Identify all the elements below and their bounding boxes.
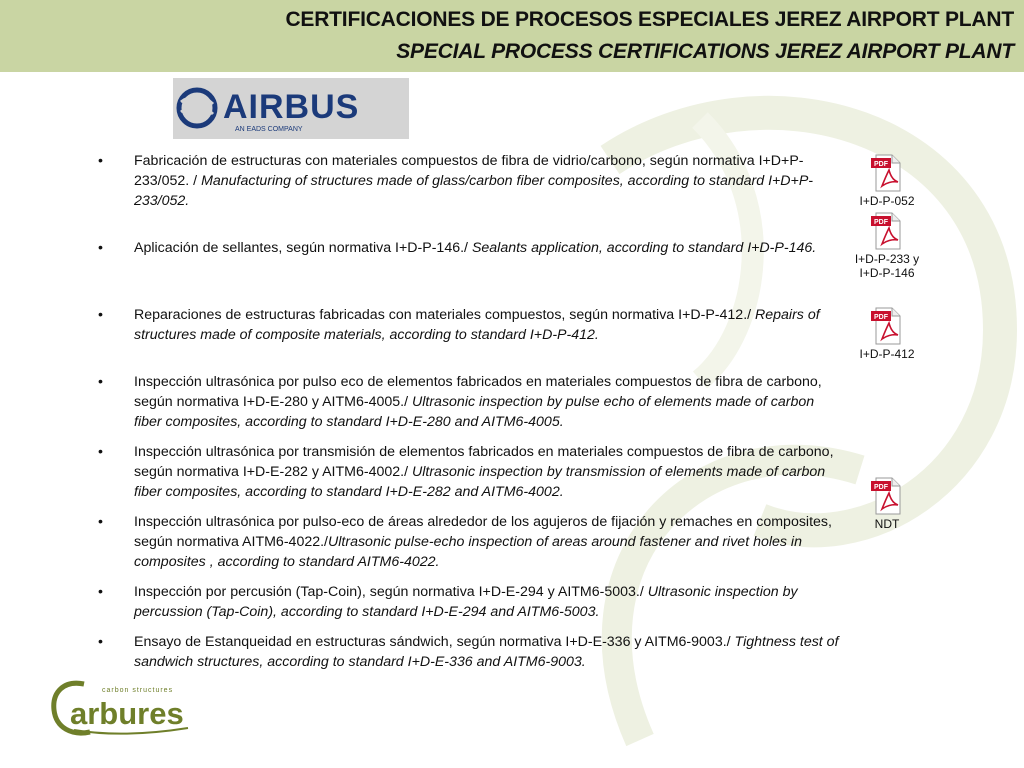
title-banner xyxy=(0,0,1024,72)
svg-text:PDF: PDF xyxy=(874,314,888,321)
airbus-tagline: AN EADS COMPANY xyxy=(235,126,303,133)
pdf-attachment-p412[interactable] xyxy=(832,307,942,361)
pdf-file-icon[interactable] xyxy=(870,307,904,345)
list-item: • Fabricación de estructuras con materiales compuestos de fibra de vidrio/carbono, según normativa I+D+P- 233/052. / Manufacturing of structures made of glass/carbon fiber composites, according to standard I+D+P-233/052. xyxy=(98,153,814,209)
item-text-en: Manufacturing of structures made of glass/carbon fiber composites, according to standard I+D+P-233/052. xyxy=(134,173,814,209)
item-text-es: Fabricación de estructuras con materiales compuestos de fibra de vidrio/carbono, según normativa I+D+P- 233/052. / xyxy=(134,153,804,189)
svg-text:PDF: PDF xyxy=(874,161,888,168)
list-item: • Inspección por percusión (Tap-Coin), según normativa I+D-E-294 y AITM6-5003./ Ultrasonic inspection by percussion (Tap-Coin), according to standard I+D-E-294 and AITM6-5003. xyxy=(98,584,798,620)
pdf-caption[interactable]: I+D-P-052 xyxy=(859,194,915,208)
carbures-wordmark: arbures xyxy=(70,696,184,731)
title-spanish: CERTIFICACIONES DE PROCESOS ESPECIALES JEREZ AIRPORT PLANT xyxy=(285,8,1014,31)
list-item: • Inspección ultrasónica por transmisión de elementos fabricados en materiales compuestos de fibra de carbono, según normativa I+D-E-282 y AITM6-4002./ Ultrasonic inspection by transmission of elements made of carbon fiber composites, according to standard I+D-E-282 and AITM6-4002. xyxy=(98,444,834,500)
carbures-logo xyxy=(50,678,195,740)
svg-text:PDF: PDF xyxy=(874,484,888,491)
pdf-file-icon[interactable] xyxy=(870,154,904,192)
list-item: • Ensayo de Estanqueidad en estructuras sándwich, según normativa I+D-E-336 y AITM6-9003./ Tightness test of sandwich structures, according to standard I+D-E-336 and AITM6-9003. xyxy=(98,634,839,670)
airbus-wordmark: AIRBUS xyxy=(223,88,360,126)
pdf-file-icon[interactable] xyxy=(870,212,904,250)
pdf-caption[interactable]: I+D-P-412 xyxy=(859,347,915,361)
pdf-file-icon[interactable] xyxy=(870,477,904,515)
carbures-tagline: carbon structures xyxy=(102,687,174,694)
list-item: • Inspección ultrasónica por pulso eco de elementos fabricados en materiales compuestos de fibra de carbono, según normativa I+D-E-280 y AITM6-4005./ Ultrasonic inspection by pulse echo of elements made of carbon fiber composites, according to standard I+D-E-280 and AITM6-4005. xyxy=(98,374,822,430)
item-text-es: Inspección ultrasónica por pulso eco de elementos fabricados en materiales compuestos de fibra de carbono, según normativa I+D-E-280 y AITM6-4005./ xyxy=(134,374,822,410)
airbus-logo xyxy=(173,78,409,139)
item-text-es: Aplicación de sellantes, según normativa I+D-P-146./ xyxy=(134,240,472,256)
list-item: • Inspección ultrasónica por pulso-eco de áreas alrededor de los agujeros de fijación y remaches en composites, según normativa AITM6-4022./Ultrasonic pulse-echo inspection of areas around fastener and rivet holes in composites , according to standard AITM6-4022. xyxy=(98,514,832,570)
item-text-en: Sealants application, according to standard I+D-P-146. xyxy=(471,240,817,256)
item-text-en: Ultrasonic inspection by percussion (Tap-Coin), according to standard I+D-E-294 and AITM6-5003. xyxy=(134,584,798,620)
svg-text:PDF: PDF xyxy=(874,219,888,226)
item-text-en: Ultrasonic pulse-echo inspection of areas around fastener and rivet holes in composites , according to standard AITM6-4022. xyxy=(134,534,802,570)
item-text-en: Ultrasonic inspection by pulse echo of elements made of carbon fiber composites, according to standard I+D-E-280 and AITM6-4005. xyxy=(134,394,815,430)
pdf-attachment-p052[interactable] xyxy=(832,154,942,208)
item-text-es: Inspección por percusión (Tap-Coin), según normativa I+D-E-294 y AITM6-5003./ xyxy=(134,584,648,600)
pdf-attachment-p233-p146[interactable] xyxy=(832,212,942,280)
pdf-caption-line1[interactable]: I+D-P-233 y xyxy=(854,252,920,266)
pdf-caption-line2[interactable]: I+D-P-146 xyxy=(859,266,915,280)
item-text-es: Inspección ultrasónica por transmisión de elementos fabricados en materiales compuestos de fibra de carbono, según normativa I+D-E-282 y AITM6-4002./ xyxy=(134,444,834,480)
pdf-attachment-ndt[interactable] xyxy=(832,477,942,531)
item-text-es: Ensayo de Estanqueidad en estructuras sándwich, según normativa I+D-E-336 y AITM6-9003./ xyxy=(134,634,735,650)
title-english: SPECIAL PROCESS CERTIFICATIONS JEREZ AIRPORT PLANT xyxy=(396,40,1014,63)
item-text-en: Tightness test of sandwich structures, according to standard I+D-E-336 and AITM6-9003. xyxy=(134,634,839,670)
list-item: • Reparaciones de estructuras fabricadas con materiales compuestos, según normativa I+D-P-412./ Repairs of structures made of composite materials, according to standard I+D-P-412. xyxy=(98,307,820,343)
item-text-en: Repairs of structures made of composite materials, according to standard I+D-P-412. xyxy=(134,307,820,343)
item-text-es: Inspección ultrasónica por pulso-eco de áreas alrededor de los agujeros de fijación y remaches en composites, según normativa AITM6-4022./ xyxy=(134,514,832,550)
item-text-en: Ultrasonic inspection by transmission of elements made of carbon fiber composites, according to standard I+D-E-282 and AITM6-4002. xyxy=(134,464,826,500)
list-item: • Aplicación de sellantes, según normativa I+D-P-146./ Sealants application, according to standard I+D-P-146. xyxy=(98,240,817,256)
pdf-caption[interactable]: NDT xyxy=(874,517,900,531)
item-text-es: Reparaciones de estructuras fabricadas con materiales compuestos, según normativa I+D-P-412./ xyxy=(134,307,756,323)
